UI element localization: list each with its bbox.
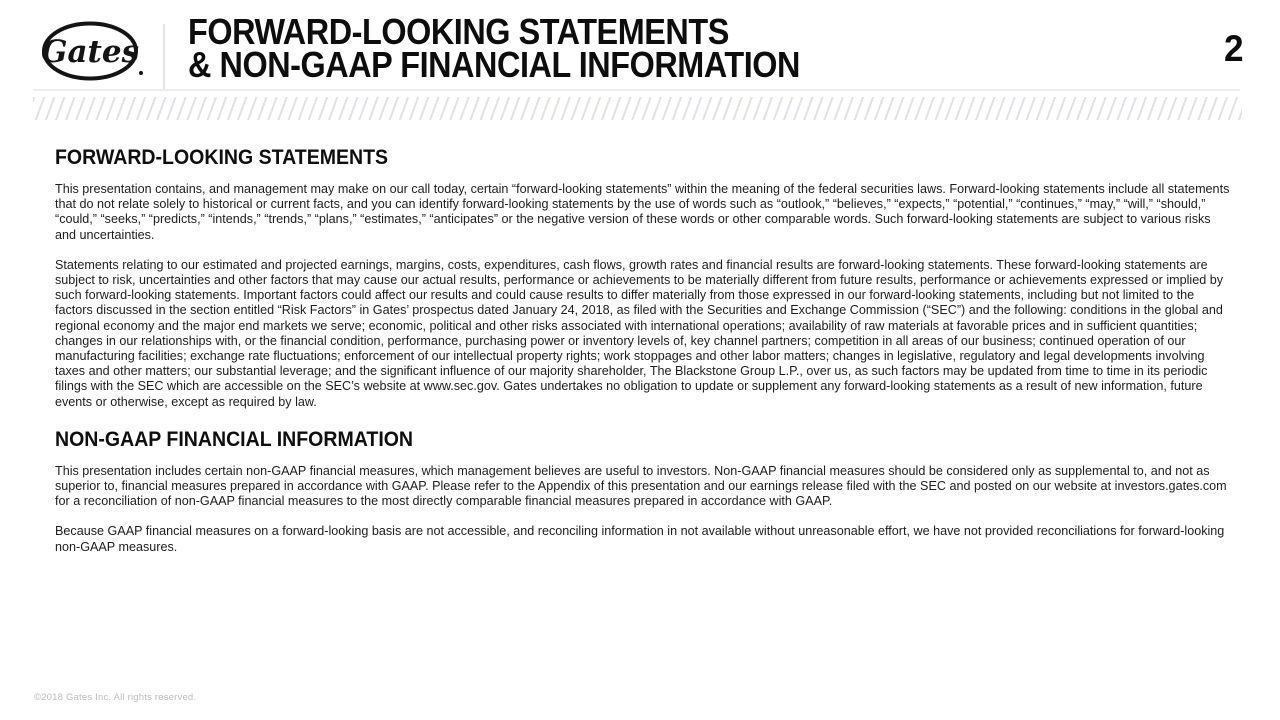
svg-text:Gates: Gates: [40, 34, 140, 70]
page-number: 2: [1224, 28, 1244, 69]
copyright-notice: ©2018 Gates Inc. All rights reserved.: [34, 692, 197, 703]
section-forward-looking: [55, 147, 1235, 410]
header-divider: [163, 24, 165, 90]
section-heading-text: FORWARD-LOOKING STATEMENTS: [55, 146, 389, 169]
paragraph: This presentation includes certain non-GAAP financial measures, which management believes are useful to investors. Non-GAAP financial measures should be considered only as supplemental to, and not as superior to, financial measures prepared in accordance with GAAP. Please refer to the Appendix of this presentation and our earnings release filed with the SEC and posted on our website at investors.gates.com for a reconciliation of non-GAAP financial measures to the most directly comparable financial measures prepared in accordance with GAAP.: [55, 463, 1227, 509]
paragraph: Statements relating to our estimated and projected earnings, margins, costs, expenditures, cash flows, growth rates and financial results are forward-looking statements. These forward-looking statements are subject to risk, uncertainties and other factors that may cause our actual results, performance or achievements to be materially different from future results, performance or achievements expressed or implied by such forward-looking statements. Important factors could affect our results and could cause results to differ materially from those expressed in our forward-looking statements, including but not limited to the factors discussed in the section entitled “Risk Factors” in Gates’ prospectus dated January 24, 2018, as filed with the Securities and Exchange Commission (“SEC”) and the following: conditions in the global and regional economy and the major end markets we serve; economic, political and other risks associated with international operations; availability of raw materials at favorable prices and in sufficient quantities; changes in our relationships with, or the financial condition, performance, purchasing power or inventory levels of, key channel partners; competition in all areas of our business; continued operation of our manufacturing facilities; exchange rate fluctuations; enforcement of our intellectual property rights; work stoppages and other labor matters; changes in legislative, regulatory and legal developments involving taxes and other matters; our substantial leverage; and the significant influence of our majority shareholder, The Blackstone Group L.P., over us, as such factors may be updated from time to time in its periodic filings with the SEC which are accessible on the SEC’s website at www.sec.gov. Gates undertakes no obligation to update or supplement any forward-looking statements as a result of new information, future events or otherwise, except as required by law.: [55, 257, 1224, 409]
paragraph: This presentation contains, and management may make on our call today, certain “forward-looking statements” within the meaning of the federal securities laws. Forward-looking statements include all statements that do not relate solely to historical or current facts, and you can identify forward-looking statements by the use of words such as “outlook,” “believes,” “expects,” “potential,” “continues,” “may,” “will,” “should,” “could,” “seeks,” “predicts,” “intends,” “trends,” “plans,” “estimates,” “anticipates” or the negative version of these words or other comparable words. Such forward-looking statements are subject to various risks and uncertainties.: [55, 182, 1230, 242]
section-non-gaap: [55, 429, 1235, 555]
gates-logo: [40, 21, 148, 83]
gates-logo-icon: [40, 21, 148, 83]
slide-title-line1: FORWARD-LOOKING STATEMENTS: [188, 11, 729, 52]
hatch-stripe-band: [33, 97, 1242, 120]
section-heading-non-gaap: [55, 429, 1235, 451]
paragraph: Because GAAP financial measures on a forward-looking basis are not accessible, and reconciling information in not available without unreasonable effort, we have not provided reconciliations for forward-looking non-GAAP measures.: [55, 524, 1225, 554]
slide-title-line2: & NON-GAAP FINANCIAL INFORMATION: [188, 44, 800, 85]
section-heading-text: NON-GAAP FINANCIAL INFORMATION: [55, 427, 414, 451]
slide-title: [188, 11, 868, 85]
section-heading-forward-looking: [55, 147, 1235, 169]
header-rule: [33, 89, 1240, 91]
slide-body: [55, 147, 1235, 570]
